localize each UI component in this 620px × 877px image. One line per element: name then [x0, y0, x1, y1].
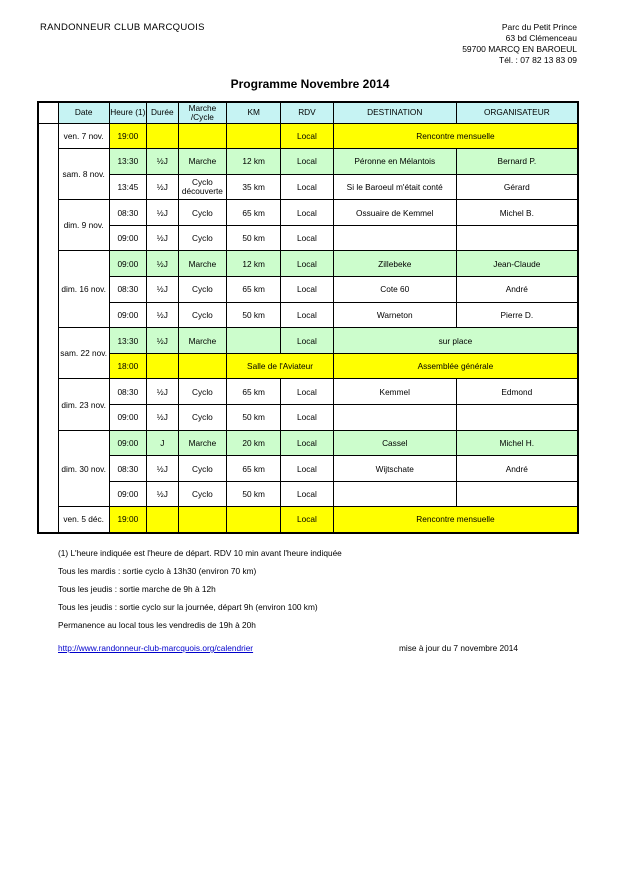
destination-cell: [333, 481, 456, 507]
heure-cell: 09:00: [109, 405, 147, 431]
address-line: 59700 MARCQ EN BAROEUL: [462, 44, 577, 54]
date-cell: ven. 5 déc.: [58, 507, 109, 533]
type-cell: Cyclo découverte: [178, 174, 227, 200]
km-cell: [227, 123, 281, 149]
date-cell: dim. 16 nov.: [58, 251, 109, 328]
heure-cell: 18:00: [109, 353, 147, 379]
table-row: [38, 481, 578, 507]
destination-cell: Cassel: [333, 430, 456, 456]
table-row: [38, 174, 578, 200]
km-cell: 65 km: [227, 200, 281, 226]
table-row: [38, 123, 578, 149]
address-line: Parc du Petit Prince: [501, 22, 577, 32]
km-cell: 50 km: [227, 225, 281, 251]
left-margin-cell: [38, 123, 58, 533]
destination-cell: Si le Baroeul m'était conté: [333, 174, 456, 200]
destination-cell: [333, 405, 456, 431]
table-row: [38, 302, 578, 328]
rdv-cell: Local: [281, 456, 334, 482]
header-spacer: [38, 102, 58, 123]
km-cell: 65 km: [227, 277, 281, 303]
organisateur-cell: Bernard P.: [456, 149, 578, 175]
date-cell: ven. 7 nov.: [58, 123, 109, 149]
organisateur-cell: [456, 481, 578, 507]
type-cell: Cyclo: [178, 200, 227, 226]
destination-cell: Rencontre mensuelle: [333, 123, 578, 149]
organisateur-cell: Gérard: [456, 174, 578, 200]
duree-cell: ½J: [147, 200, 178, 226]
destination-cell: Rencontre mensuelle: [333, 507, 578, 533]
km-cell: 65 km: [227, 379, 281, 405]
duree-cell: ½J: [147, 149, 178, 175]
rdv-cell: Salle de l'Aviateur: [227, 353, 334, 379]
type-cell: Marche: [178, 328, 227, 354]
note-line: Tous les jeudis : sortie marche de 9h à 12h: [58, 584, 216, 594]
organisateur-cell: Edmond: [456, 379, 578, 405]
table-row: [38, 430, 578, 456]
destination-cell: sur place: [333, 328, 578, 354]
rdv-cell: Local: [281, 328, 334, 354]
rdv-cell: Local: [281, 405, 334, 431]
km-cell: 20 km: [227, 430, 281, 456]
note-line: Permanence au local tous les vendredis de 19h à 20h: [58, 620, 256, 630]
table-header-row: [38, 102, 578, 123]
rdv-cell: Local: [281, 302, 334, 328]
organisateur-cell: [456, 405, 578, 431]
organisateur-cell: [456, 225, 578, 251]
duree-cell: [147, 507, 178, 533]
type-cell: [178, 507, 227, 533]
type-cell: Cyclo: [178, 481, 227, 507]
rdv-cell: Local: [281, 149, 334, 175]
page-title: Programme Novembre 2014: [230, 77, 390, 91]
duree-cell: ½J: [147, 251, 178, 277]
table-row: [38, 149, 578, 175]
organisateur-cell: André: [456, 456, 578, 482]
rdv-cell: Local: [281, 430, 334, 456]
duree-cell: ½J: [147, 302, 178, 328]
header-date: Date: [58, 102, 109, 123]
destination-cell: Warneton: [333, 302, 456, 328]
destination-cell: Ossuaire de Kemmel: [333, 200, 456, 226]
type-cell: [178, 353, 227, 379]
organisateur-cell: Jean-Claude: [456, 251, 578, 277]
header-type: Marche /Cycle: [178, 102, 227, 123]
heure-cell: 09:00: [109, 302, 147, 328]
calendar-link[interactable]: http://www.randonneur-club-marcquois.org/calendrier: [58, 643, 254, 653]
note-line: Tous les jeudis : sortie cyclo sur la journée, départ 9h (environ 100 km): [58, 602, 318, 612]
km-cell: [227, 507, 281, 533]
destination-cell: Kemmel: [333, 379, 456, 405]
heure-cell: 08:30: [109, 200, 147, 226]
table-row: [38, 251, 578, 277]
table-row: [38, 456, 578, 482]
heure-cell: 08:30: [109, 379, 147, 405]
km-cell: 50 km: [227, 302, 281, 328]
rdv-cell: Local: [281, 277, 334, 303]
km-cell: 12 km: [227, 251, 281, 277]
rdv-cell: Local: [281, 225, 334, 251]
heure-cell: 08:30: [109, 277, 147, 303]
notes-section: [58, 544, 342, 634]
duree-cell: ½J: [147, 456, 178, 482]
header-heure: Heure (1): [109, 102, 147, 123]
km-cell: 50 km: [227, 405, 281, 431]
rdv-cell: Local: [281, 123, 334, 149]
address-line: 63 bd Clémenceau: [505, 33, 577, 43]
km-cell: 35 km: [227, 174, 281, 200]
date-cell: sam. 8 nov.: [58, 149, 109, 200]
km-cell: 50 km: [227, 481, 281, 507]
km-cell: [227, 328, 281, 354]
programme-table: [37, 101, 579, 534]
duree-cell: ½J: [147, 405, 178, 431]
type-cell: Cyclo: [178, 379, 227, 405]
duree-cell: ½J: [147, 174, 178, 200]
header-destination: DESTINATION: [333, 102, 456, 123]
rdv-cell: Local: [281, 379, 334, 405]
heure-cell: 08:30: [109, 456, 147, 482]
rdv-cell: Local: [281, 174, 334, 200]
date-cell: dim. 9 nov.: [58, 200, 109, 251]
destination-cell: Cote 60: [333, 277, 456, 303]
table-row: [38, 277, 578, 303]
type-cell: Cyclo: [178, 405, 227, 431]
rdv-cell: Local: [281, 200, 334, 226]
note-line: Tous les mardis : sortie cyclo à 13h30 (environ 70 km): [58, 566, 257, 576]
header-duree: Durée: [147, 102, 178, 123]
destination-cell: Wijtschate: [333, 456, 456, 482]
table-row: [38, 225, 578, 251]
heure-cell: 13:30: [109, 149, 147, 175]
heure-cell: 19:00: [109, 123, 147, 149]
rdv-cell: Local: [281, 481, 334, 507]
type-cell: Marche: [178, 430, 227, 456]
heure-cell: 13:45: [109, 174, 147, 200]
club-address: [462, 22, 577, 66]
destination-cell: [333, 225, 456, 251]
header-rdv: RDV: [281, 102, 334, 123]
rdv-cell: Local: [281, 251, 334, 277]
note-line: (1) L'heure indiquée est l'heure de départ. RDV 10 min avant l'heure indiquée: [58, 548, 342, 558]
update-date: mise à jour du 7 novembre 2014: [399, 643, 518, 653]
heure-cell: 09:00: [109, 225, 147, 251]
header-km: KM: [227, 102, 281, 123]
table-row: [38, 405, 578, 431]
table-row: [38, 507, 578, 533]
heure-cell: 09:00: [109, 430, 147, 456]
type-cell: Cyclo: [178, 302, 227, 328]
duree-cell: J: [147, 430, 178, 456]
table-row: [38, 200, 578, 226]
club-name: RANDONNEUR CLUB MARCQUOIS: [40, 22, 205, 33]
duree-cell: ½J: [147, 225, 178, 251]
date-cell: dim. 23 nov.: [58, 379, 109, 430]
type-cell: [178, 123, 227, 149]
duree-cell: [147, 123, 178, 149]
table-row: [38, 379, 578, 405]
km-cell: 65 km: [227, 456, 281, 482]
heure-cell: 09:00: [109, 251, 147, 277]
type-cell: Cyclo: [178, 456, 227, 482]
phone-line: Tél. : 07 82 13 83 09: [499, 55, 577, 65]
heure-cell: 09:00: [109, 481, 147, 507]
heure-cell: 19:00: [109, 507, 147, 533]
km-cell: 12 km: [227, 149, 281, 175]
heure-cell: 13:30: [109, 328, 147, 354]
date-cell: sam. 22 nov.: [58, 328, 109, 379]
type-cell: Marche: [178, 149, 227, 175]
table-row: [38, 353, 578, 379]
duree-cell: ½J: [147, 277, 178, 303]
destination-cell: Péronne en Mélantois: [333, 149, 456, 175]
type-cell: Cyclo: [178, 277, 227, 303]
duree-cell: ½J: [147, 481, 178, 507]
type-cell: Marche: [178, 251, 227, 277]
organisateur-cell: Michel H.: [456, 430, 578, 456]
header-organisateur: ORGANISATEUR: [456, 102, 578, 123]
organisateur-cell: André: [456, 277, 578, 303]
table-row: [38, 328, 578, 354]
duree-cell: ½J: [147, 379, 178, 405]
organisateur-cell: Pierre D.: [456, 302, 578, 328]
destination-cell: Assemblée générale: [333, 353, 578, 379]
duree-cell: ½J: [147, 328, 178, 354]
date-cell: dim. 30 nov.: [58, 430, 109, 507]
destination-cell: Zillebeke: [333, 251, 456, 277]
type-cell: Cyclo: [178, 225, 227, 251]
duree-cell: [147, 353, 178, 379]
organisateur-cell: Michel B.: [456, 200, 578, 226]
rdv-cell: Local: [281, 507, 334, 533]
